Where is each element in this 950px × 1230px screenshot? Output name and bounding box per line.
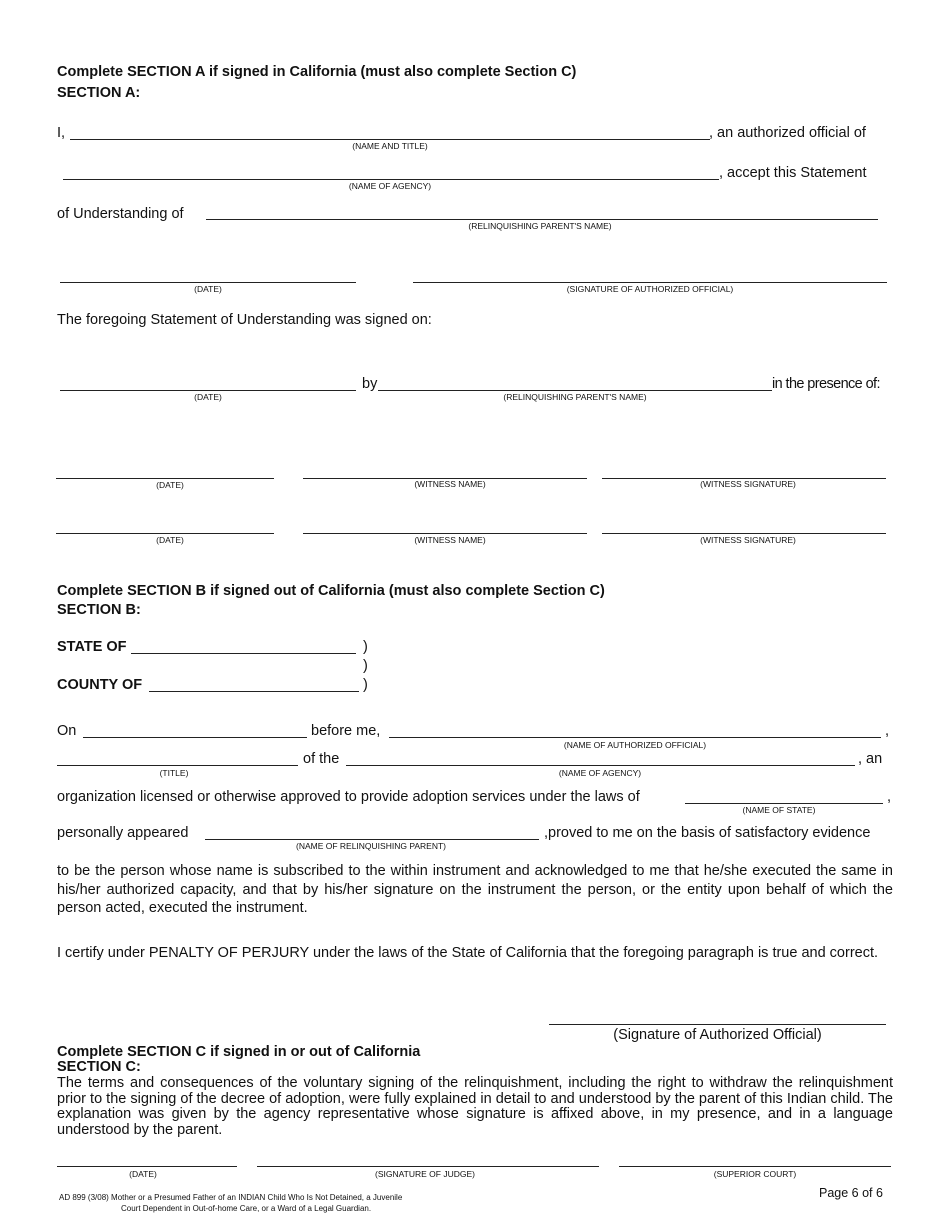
state-name-field[interactable] xyxy=(687,787,881,802)
line1-suffix: , an authorized official of xyxy=(709,125,866,141)
of-the-text: of the xyxy=(303,751,340,767)
signed-parent-field[interactable] xyxy=(380,374,770,389)
agency-b-line xyxy=(346,765,855,766)
caption-parent-signed: (RELINQUISHING PARENT'S NAME) xyxy=(503,392,647,402)
by-text: by xyxy=(362,376,378,392)
caption-state: (NAME OF STATE) xyxy=(742,805,816,815)
judge-field[interactable] xyxy=(259,1150,597,1165)
signature-official-field[interactable] xyxy=(415,266,885,281)
org-text: organization licensed or otherwise approved to provide adoption services under the laws of xyxy=(57,789,640,805)
caption-name-title: (NAME AND TITLE) xyxy=(352,141,428,151)
signature-official-line xyxy=(413,282,887,283)
court-field[interactable] xyxy=(621,1150,889,1165)
caption-witness1-date: (DATE) xyxy=(156,480,184,490)
county-field[interactable] xyxy=(151,675,357,690)
personally-text: personally appeared xyxy=(57,825,189,841)
section-c-title: SECTION C: xyxy=(57,1059,141,1075)
witness1-date-field[interactable] xyxy=(58,462,272,477)
page-number: Page 6 of 6 xyxy=(819,1186,883,1200)
proved-text: ,proved to me on the basis of satisfactory evidence xyxy=(544,825,871,841)
witness2-signature-line xyxy=(602,533,886,534)
witness1-name-field[interactable] xyxy=(305,462,585,477)
comma-2: , xyxy=(887,789,892,805)
on-text: On xyxy=(57,723,77,739)
comma-1: , xyxy=(885,723,890,739)
caption-witness1-name: (WITNESS NAME) xyxy=(414,479,486,489)
line3-prefix: of Understanding of xyxy=(57,206,184,222)
section-a-heading: Complete SECTION A if signed in California (must also complete Section C) xyxy=(57,64,577,80)
an-text: , an xyxy=(858,751,883,767)
caption-signature-official: (SIGNATURE OF AUTHORIZED OFFICIAL) xyxy=(566,284,734,294)
witness2-date-field[interactable] xyxy=(58,517,272,532)
agency-line xyxy=(63,179,719,180)
state-line xyxy=(131,653,356,654)
c-date-field[interactable] xyxy=(59,1150,235,1165)
line1-prefix: I, xyxy=(57,125,66,141)
bracket-1: ) xyxy=(363,639,368,655)
date-field-a[interactable] xyxy=(62,266,354,281)
title-field[interactable] xyxy=(59,749,296,764)
bracket-3: ) xyxy=(363,677,368,693)
certify-paragraph: I certify under PENALTY OF PERJURY under the laws of the State of California that the foregoing paragraph is true and correct. xyxy=(57,945,879,961)
authorized-signature-line xyxy=(549,1024,886,1025)
parent-field[interactable] xyxy=(208,203,876,218)
before-me-text: before me, xyxy=(311,723,381,739)
caption-date-a: (DATE) xyxy=(194,284,222,294)
form-id-line1: AD 899 (3/08) Mother or a Presumed Father of an INDIAN Child Who Is Not Detained, a Juvenile xyxy=(59,1193,403,1202)
caption-title: (TITLE) xyxy=(159,768,189,778)
caption-agency: (NAME OF AGENCY) xyxy=(348,181,432,191)
form-id-line2: Court Dependent in Out-of-home Care, or a Ward of a Legal Guardian. xyxy=(121,1204,372,1213)
caption-official: (NAME OF AUTHORIZED OFFICIAL) xyxy=(563,740,707,750)
witness2-date-line xyxy=(56,533,274,534)
judge-line xyxy=(257,1166,599,1167)
signed-date-line xyxy=(60,390,356,391)
caption-court: (SUPERIOR COURT) xyxy=(713,1169,797,1179)
c-date-line xyxy=(57,1166,237,1167)
relinquishing-field[interactable] xyxy=(207,823,537,838)
witness1-date-line xyxy=(56,478,274,479)
caption-witness1-signature: (WITNESS SIGNATURE) xyxy=(700,479,796,489)
caption-witness2-signature: (WITNESS SIGNATURE) xyxy=(700,535,796,545)
caption-c-date: (DATE) xyxy=(129,1169,157,1179)
foregoing-text: The foregoing Statement of Understanding was signed on: xyxy=(57,312,432,328)
line2-suffix: , accept this Statement xyxy=(719,165,867,181)
authorized-signature-field[interactable] xyxy=(551,1008,884,1023)
caption-relinquishing: (NAME OF RELINQUISHING PARENT) xyxy=(295,841,447,851)
signed-parent-line xyxy=(378,390,772,391)
caption-judge: (SIGNATURE OF JUDGE) xyxy=(375,1169,475,1179)
bracket-2: ) xyxy=(363,658,368,674)
state-field[interactable] xyxy=(133,637,354,652)
on-date-field[interactable] xyxy=(85,721,305,736)
official-name-field[interactable] xyxy=(391,721,879,736)
section-b-title: SECTION B: xyxy=(57,602,141,618)
signed-date-field[interactable] xyxy=(62,374,354,389)
section-c-paragraph: The terms and consequences of the voluntary signing of the relinquishment, including the right to withdraw the relinquishment prior to the signing of the decree of adoption, were fully explained in detail to and understood by the parent of this Indian child. The explanation was given by the agency representative whose signature is affixed above, in my presence, and in a language understood by the parent. xyxy=(57,1075,893,1138)
in-presence-text: in the presence of: xyxy=(772,376,880,392)
witness2-signature-field[interactable] xyxy=(604,517,884,532)
section-a-title: SECTION A: xyxy=(57,85,141,101)
caption-witness2-name: (WITNESS NAME) xyxy=(414,535,486,545)
county-of-label: COUNTY OF xyxy=(57,677,143,693)
name-title-line xyxy=(70,139,710,140)
court-line xyxy=(619,1166,891,1167)
on-date-line xyxy=(83,737,307,738)
state-of-label: STATE OF xyxy=(57,639,127,655)
witness2-name-field[interactable] xyxy=(305,517,585,532)
parent-line xyxy=(206,219,878,220)
title-line xyxy=(57,765,298,766)
witness2-name-line xyxy=(303,533,587,534)
authorized-signature-label: (Signature of Authorized Official) xyxy=(613,1027,822,1043)
witness1-signature-field[interactable] xyxy=(604,462,884,477)
section-b-heading: Complete SECTION B if signed out of California (must also complete Section C) xyxy=(57,583,605,599)
agency-field[interactable] xyxy=(65,163,717,178)
caption-witness2-date: (DATE) xyxy=(156,535,184,545)
relinquishing-line xyxy=(205,839,539,840)
caption-date-signed: (DATE) xyxy=(194,392,222,402)
county-line xyxy=(149,691,359,692)
official-name-line xyxy=(389,737,881,738)
date-line-a xyxy=(60,282,356,283)
caption-parent: (RELINQUISHING PARENT'S NAME) xyxy=(468,221,612,231)
state-name-line xyxy=(685,803,883,804)
agency-b-field[interactable] xyxy=(348,749,853,764)
name-title-field[interactable] xyxy=(72,123,708,138)
section-c-heading: Complete SECTION C if signed in or out of California xyxy=(57,1044,421,1060)
acknowledgment-paragraph: to be the person whose name is subscribed to the within instrument and acknowledged to me that he/she executed the same in his/her authorized capacity, and that by his/her signature on the instrument the person, or the entity upon behalf of which the person acted, executed the instrument. xyxy=(57,863,893,916)
caption-agency-b: (NAME OF AGENCY) xyxy=(558,768,642,778)
